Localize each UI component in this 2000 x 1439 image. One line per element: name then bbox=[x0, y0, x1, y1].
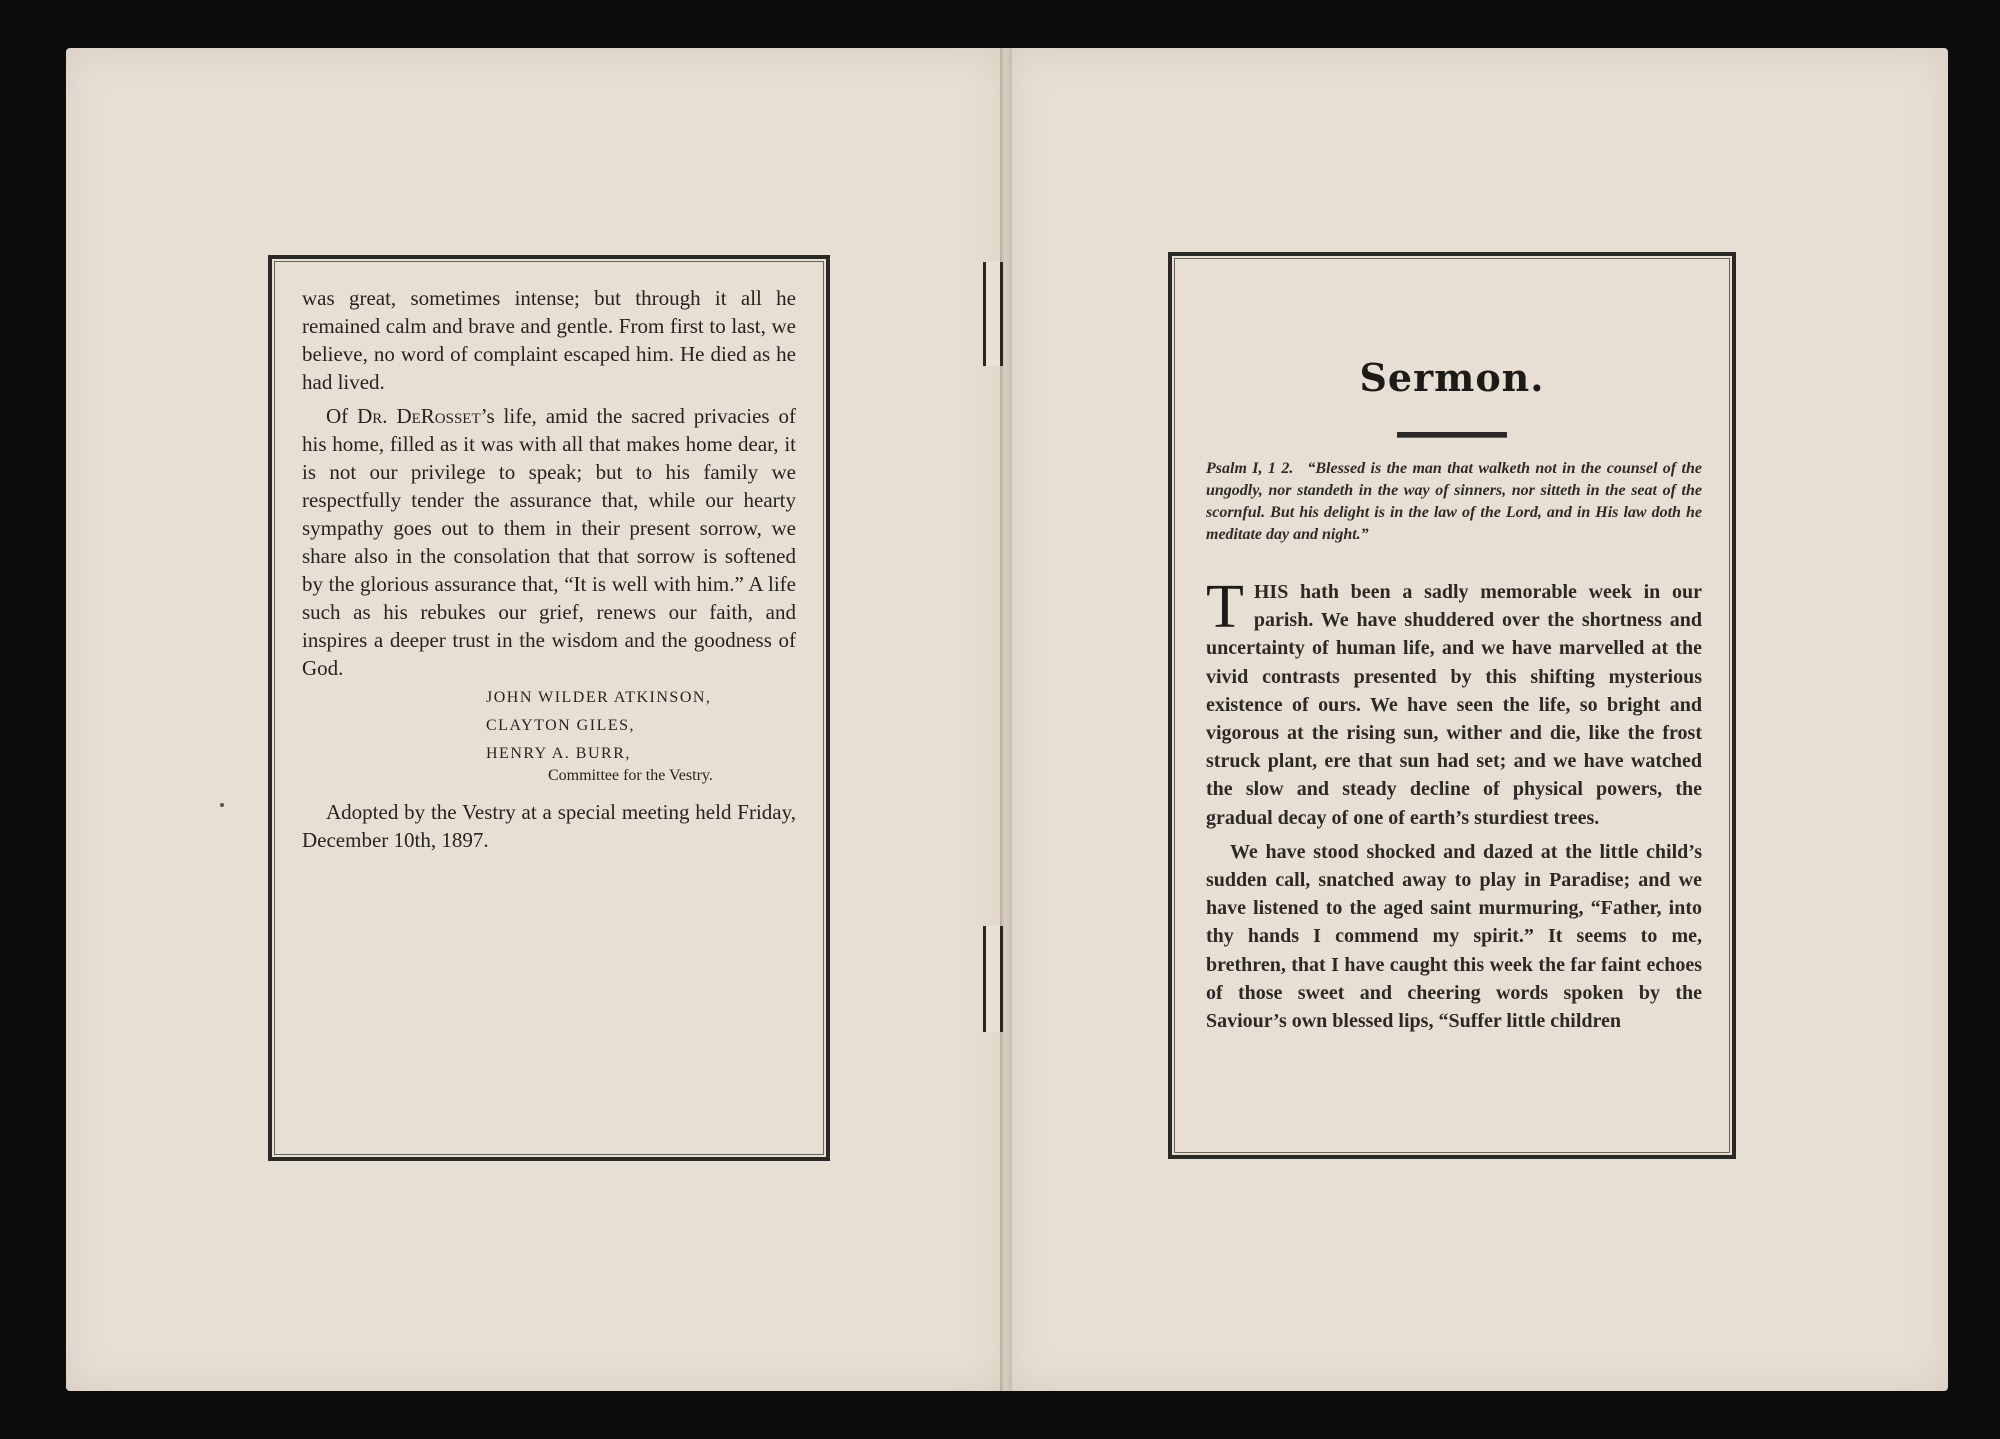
epigraph-text: “Blessed is the man that walketh not in the counsel of the ungodly, nor standeth in the way of sinners, nor sitteth in the seat of the scornful. But his delight is in the law of the Lord, and in His law doth he meditate day and night.” bbox=[1206, 460, 1702, 543]
name-derosset: Dr. DeRosset bbox=[357, 404, 481, 428]
sermon-text bbox=[1206, 573, 1702, 1035]
signatory: CLAYTON GILES, bbox=[486, 717, 636, 734]
paragraph-derosset bbox=[302, 402, 796, 682]
paragraph-start: Of bbox=[326, 404, 358, 428]
epigraph-reference: Psalm I, 1 2. bbox=[1206, 460, 1294, 477]
book-gutter bbox=[1000, 48, 1012, 1391]
paragraph-rest: HIS hath been a sadly memorable week in our parish. We have shuddered over the shortness and uncertainty of human life, and we have marvelled at the vivid contrasts presented by this shifting mysterious existence of ours. We have seen the life, so bright and vigorous at the rising sun, wither and die, like the frost struck plant, ere that sun had set; and we have watched the slow and steady decline of physical powers, the gradual decay of one of earth’s sturdiest trees. bbox=[1206, 581, 1702, 829]
paragraph: was great, sometimes intense; but through it all he remained calm and brave and gentle. From first to last, we believe, no word of complaint escaped him. He died as he had lived. bbox=[302, 286, 796, 394]
page-title: Sermon. bbox=[1359, 355, 1545, 400]
epigraph bbox=[1206, 458, 1702, 546]
sermon-paragraph-1 bbox=[1206, 573, 1702, 832]
paper-speck bbox=[220, 803, 224, 807]
signatory: JOHN WILDER ATKINSON, bbox=[486, 689, 712, 706]
committee-role: Committee for the Vestry. bbox=[548, 767, 713, 784]
staple-bottom bbox=[983, 926, 1003, 1032]
drop-cap: T bbox=[1206, 573, 1244, 641]
sermon-paragraph-2: We have stood shocked and dazed at the little child’s sudden call, snatched away to play in Paradise; and we have listened to the aged saint murmuring, “Father, into thy hands I commend my spirit.” It seems to me, brethren, that I have caught this week the far faint echoes of those sweet and cheering words spoken by the Saviour’s own blessed lips, “Suffer little children bbox=[1206, 840, 1702, 1033]
title-rule bbox=[1397, 432, 1507, 438]
staple-top bbox=[983, 262, 1003, 366]
left-text-block bbox=[302, 284, 796, 854]
paragraph-rest: ’s life, amid the sacred privacies of his home, filled as it was with all that makes home dear, it is not our privilege to speak; but to his family we respectfully tender the assurance that, while our hearty sympathy goes out to them in their present sorrow, we share also in the consolation that that sorrow is softened by the glorious assurance that, “It is well with him.” A life such as his rebukes our grief, renews our faith, and inspires a deeper trust in the wisdom and the goodness of God. bbox=[302, 404, 796, 680]
adoption-note: Adopted by the Vestry at a special meeting held Friday, December 10th, 1897. bbox=[302, 800, 796, 852]
signatory: HENRY A. BURR, bbox=[486, 745, 631, 762]
